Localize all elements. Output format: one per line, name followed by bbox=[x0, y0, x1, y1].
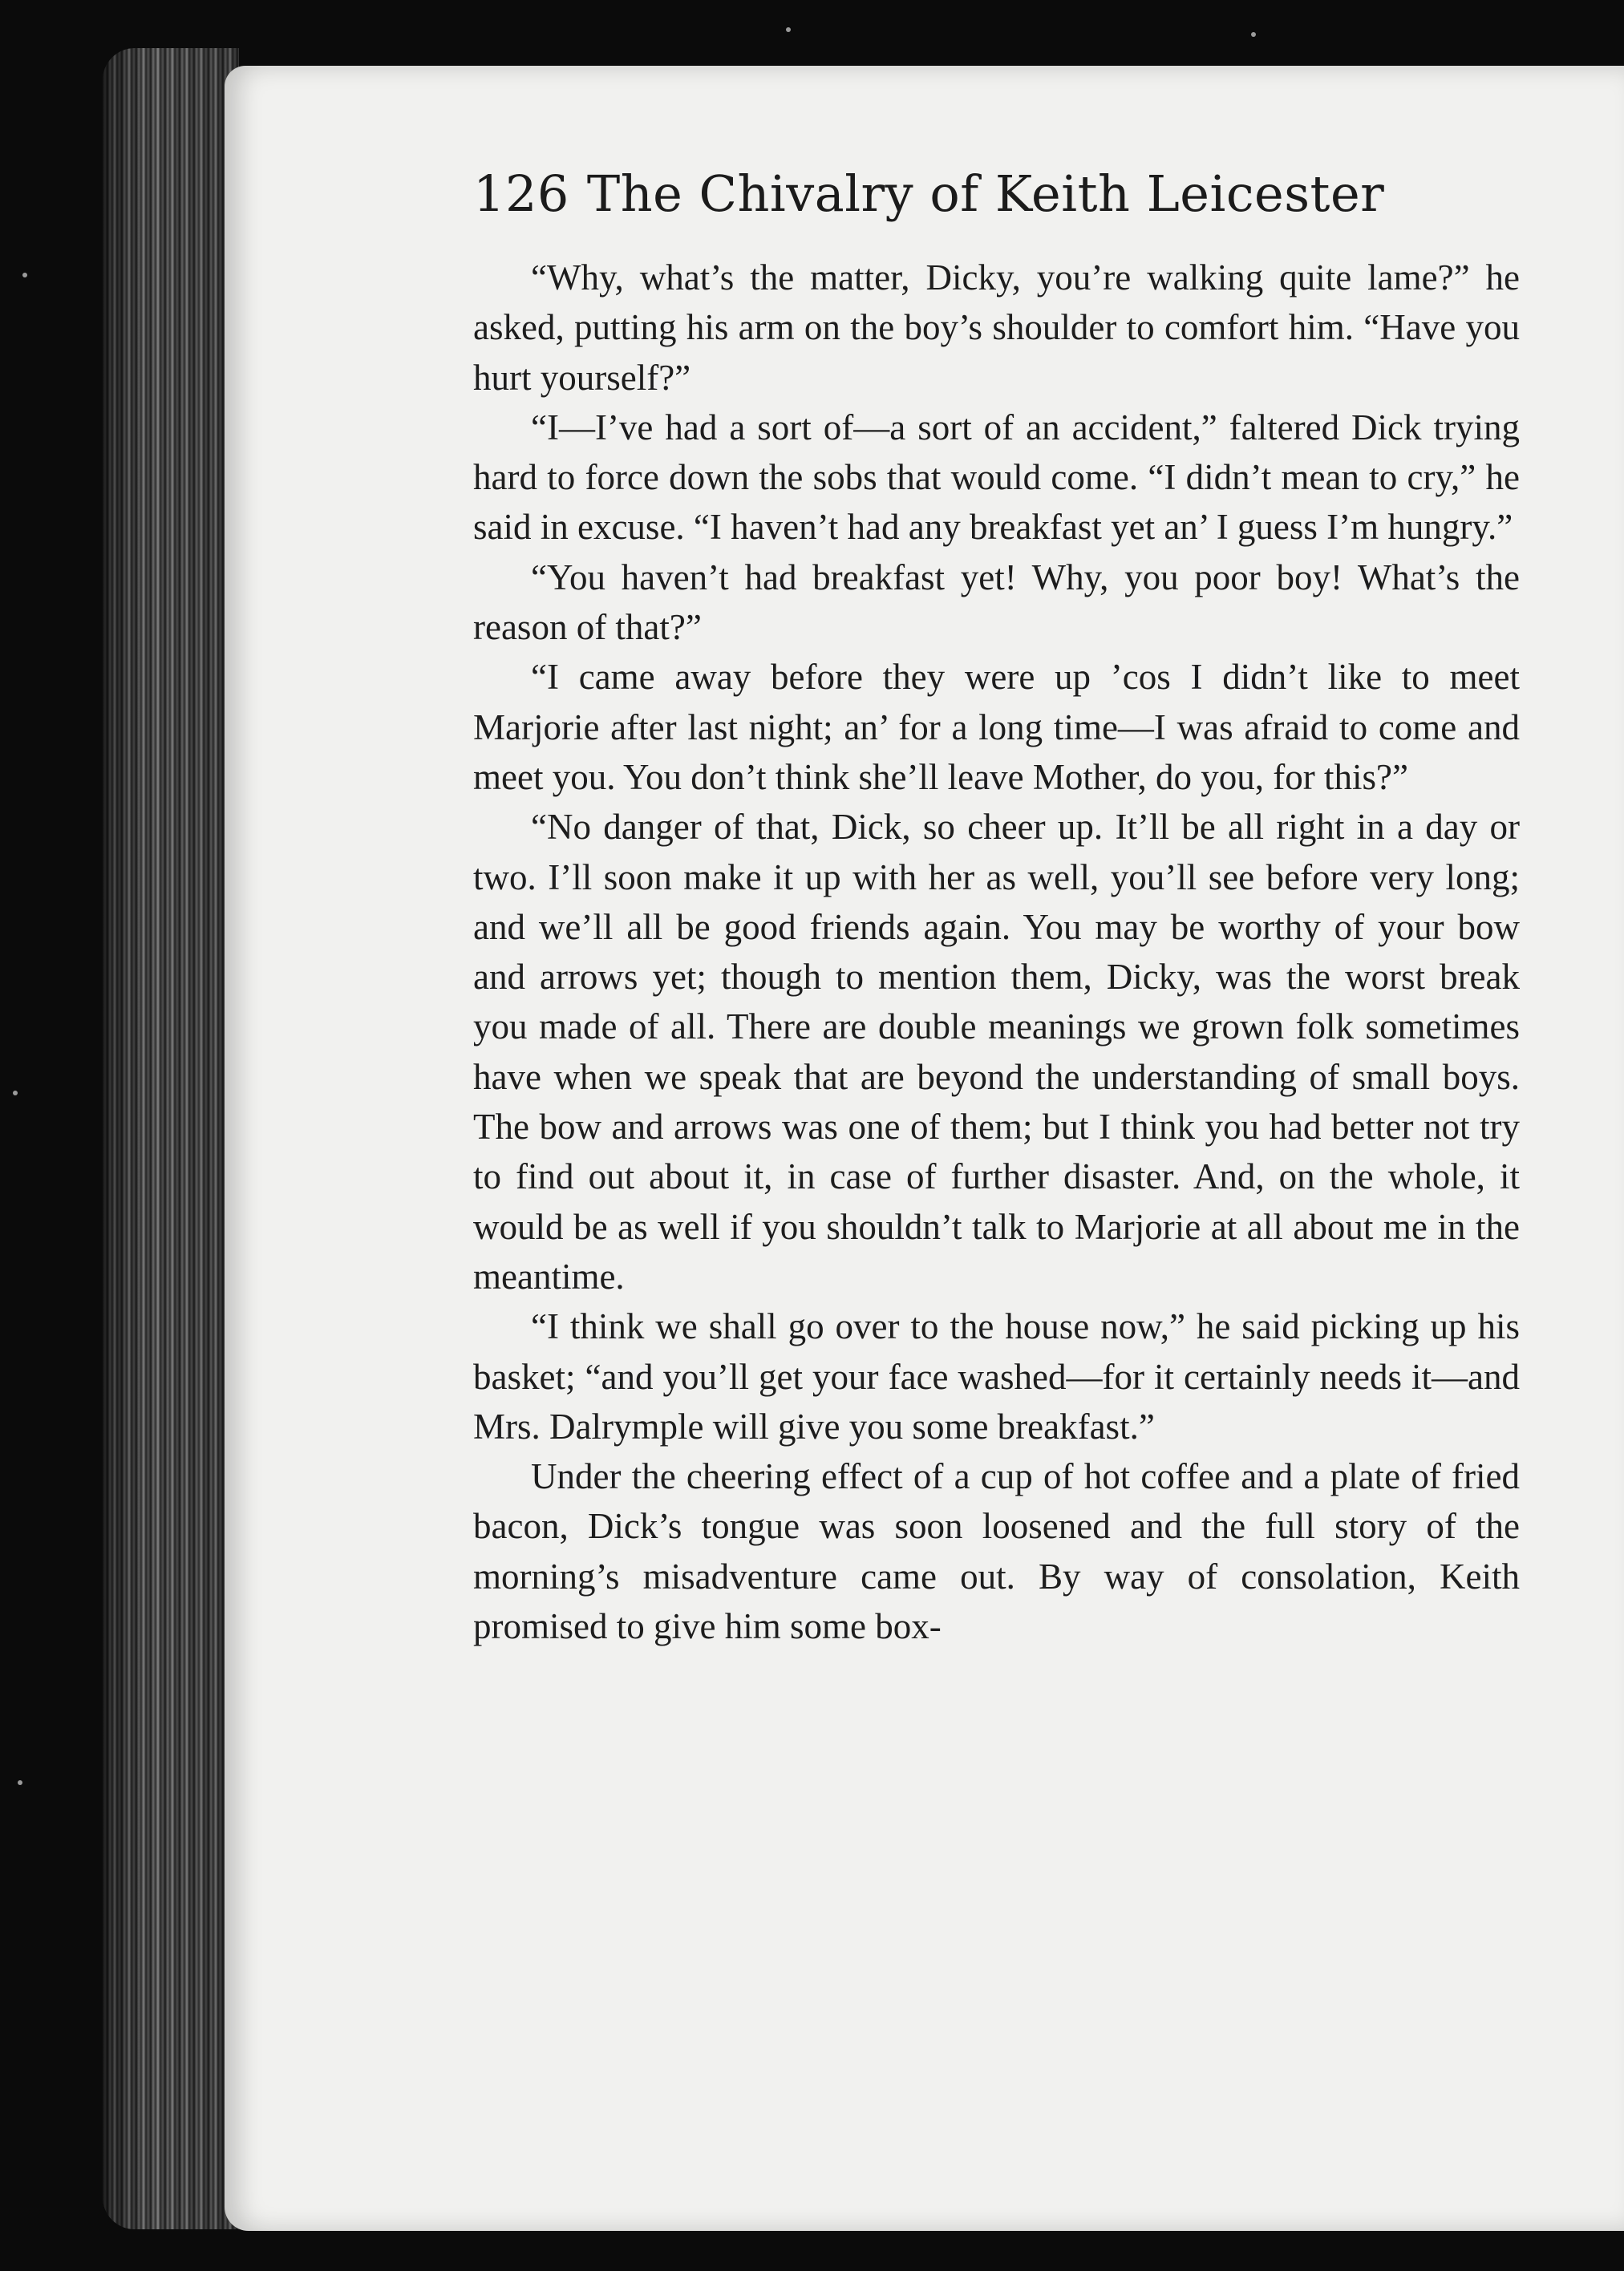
scan-speck bbox=[786, 27, 791, 32]
page-edges bbox=[103, 48, 239, 2229]
paragraph: Under the cheering effect of a cup of hot coffee and a plate of fried bacon, Dick’s tongue was soon loosened and the full story of the morning’s misadventure came out. By way of consolation, Keith promised to give him some box- bbox=[473, 1456, 1520, 1647]
paragraph: “You haven’t had breakfast yet! Why, you poor boy! What’s the reason of that?” bbox=[473, 557, 1520, 648]
paragraph: “No danger of that, Dick, so cheer up. It’ll be all right in a day or two. I’ll soon make it up with her as well, you’ll see before very long; and we’ll all be good friends again. You may be worthy of your bow and arrows yet; though to mention them, Dicky, was the worst break you made of all. There are double meanings we grown folk sometimes have when we speak that are beyond the understanding of small boys. The bow and arrows was one of them; but I think you had better not try to find out about it, in case of further disaster. And, on the whole, it would be as well if you shouldn’t talk to Marjorie at all about me in the meantime. bbox=[473, 807, 1520, 1297]
paragraph: “I came away before they were up ’cos I didn’t like to meet Marjorie after last night; an’ for a long time—I was afraid to come and meet you. You don’t think she’ll leave Mother, do you, for this?” bbox=[473, 657, 1520, 797]
scan-speck bbox=[18, 1780, 22, 1785]
paragraph: “Why, what’s the matter, Dicky, you’re walking quite lame?” he asked, putting his arm on the boy’s shoulder to comfort him. “Have you hurt yourself?” bbox=[473, 257, 1520, 398]
paragraph: “I—I’ve had a sort of—a sort of an accident,” faltered Dick trying hard to force down the sobs that would come. “I didn’t mean to cry,” he said in excuse. “I haven’t had any breakfast yet an’ I guess I’m hungry.” bbox=[473, 407, 1520, 548]
paragraph: “I think we shall go over to the house now,” he said picking up his basket; “and you’ll get your face washed—for it certainly needs it—and Mrs. Dalrymple will give you some breakfast.” bbox=[473, 1306, 1520, 1447]
scan-speck bbox=[13, 1091, 18, 1095]
book-title: The Chivalry of Keith Leicester bbox=[586, 164, 1385, 223]
scan-speck bbox=[1251, 32, 1256, 37]
page-number: 126 bbox=[473, 164, 569, 223]
body-text bbox=[473, 253, 1520, 1651]
running-head bbox=[473, 164, 1411, 223]
scan-speck bbox=[22, 273, 27, 277]
